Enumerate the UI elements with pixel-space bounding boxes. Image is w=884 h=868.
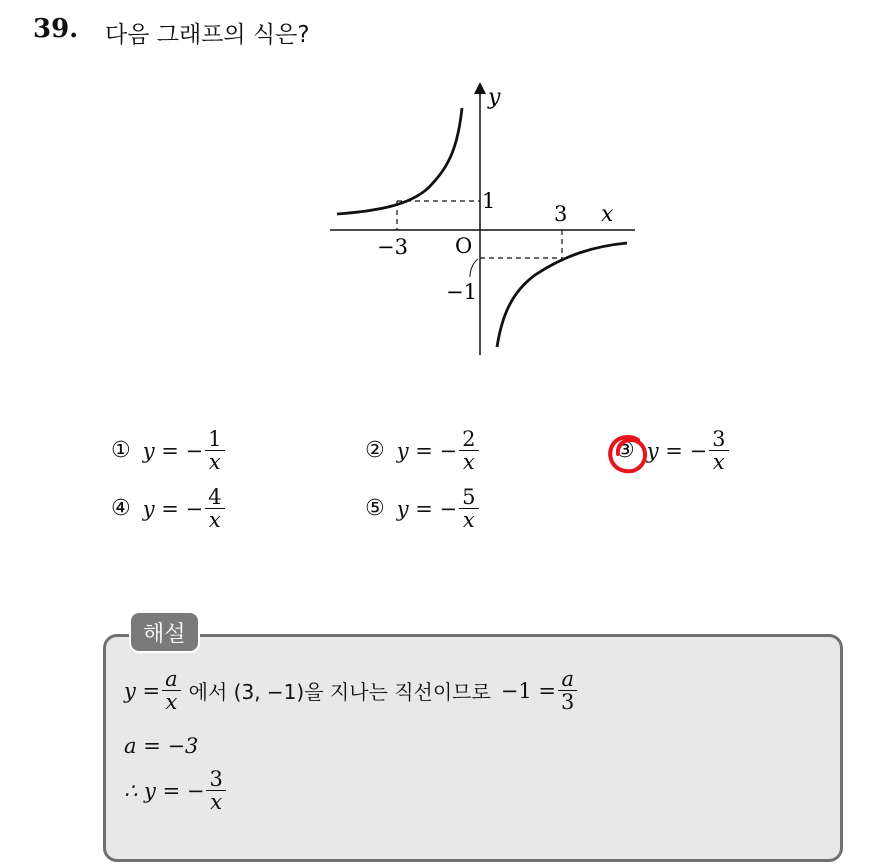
- fraction-denominator: x: [165, 690, 178, 715]
- solution-fraction: [206, 768, 225, 813]
- fraction-numerator: 1: [205, 428, 224, 451]
- question-text: 다음 그래프의 식은?: [105, 22, 310, 48]
- fraction-numerator: 5: [459, 486, 478, 509]
- choice-marker: ⑤: [365, 496, 385, 522]
- tick-label-neg1: −1: [446, 280, 477, 304]
- choice-fraction: [205, 428, 224, 473]
- solution-tab: 해설: [129, 611, 200, 653]
- question-number: 39.: [33, 14, 79, 44]
- solution-line-2: a = −3: [124, 734, 199, 758]
- tick-label-1: 1: [482, 189, 496, 213]
- fraction-denominator: x: [462, 450, 475, 475]
- fraction-numerator: a: [162, 668, 181, 691]
- solution-lhs: ∴ y = −: [124, 778, 205, 803]
- solution-fraction: [162, 668, 181, 713]
- hyperbola-graph: [320, 80, 640, 365]
- fraction-numerator: 3: [206, 768, 225, 791]
- origin-label: O: [455, 234, 473, 258]
- choice-2[interactable]: [365, 428, 481, 473]
- axis-label-x: x: [601, 202, 614, 227]
- choice-1[interactable]: [111, 428, 227, 473]
- fraction-numerator: a: [558, 668, 577, 691]
- fraction-denominator: x: [208, 450, 221, 475]
- solution-line-3: [124, 768, 228, 813]
- fraction-numerator: 4: [205, 486, 224, 509]
- curve-quadrant-2: [337, 108, 462, 214]
- choice-5[interactable]: [365, 486, 481, 531]
- choice-fraction: [459, 486, 478, 531]
- choice-lhs: y = −: [142, 496, 204, 521]
- choice-fraction: [205, 486, 224, 531]
- pointer-arrow: [470, 259, 478, 277]
- fraction-denominator: x: [462, 508, 475, 533]
- fraction-numerator: 3: [709, 428, 728, 451]
- solution-lhs: y =: [124, 678, 161, 703]
- choice-fraction: [459, 428, 478, 473]
- fraction-numerator: 2: [459, 428, 478, 451]
- choice-marker: ①: [111, 438, 131, 464]
- solution-rhs: −1 =: [500, 678, 557, 703]
- fraction-denominator: 3: [561, 690, 575, 715]
- fraction-denominator: x: [712, 450, 725, 475]
- choice-4[interactable]: [111, 486, 227, 531]
- choice-lhs: y = −: [396, 438, 458, 463]
- choice-lhs: y = −: [396, 496, 458, 521]
- choice-marker: ②: [365, 438, 385, 464]
- solution-line-1: [124, 668, 579, 713]
- selected-answer-circle: [607, 433, 649, 475]
- choice-lhs: y = −: [142, 438, 204, 463]
- axis-label-y: y: [488, 85, 501, 110]
- fraction-denominator: x: [210, 790, 223, 815]
- choice-fraction: [709, 428, 728, 473]
- solution-rhs-fraction: [558, 668, 577, 713]
- tick-label-neg3: −3: [377, 235, 408, 259]
- curve-quadrant-4: [497, 243, 627, 347]
- solution-korean-text: 에서 (3, −1)을 지나는 직선이므로: [188, 680, 491, 705]
- choice-lhs: y = −: [646, 438, 708, 463]
- fraction-denominator: x: [208, 508, 221, 533]
- choice-marker: ④: [111, 496, 131, 522]
- choice-marker: ③: [615, 438, 635, 464]
- tick-label-3: 3: [554, 202, 568, 226]
